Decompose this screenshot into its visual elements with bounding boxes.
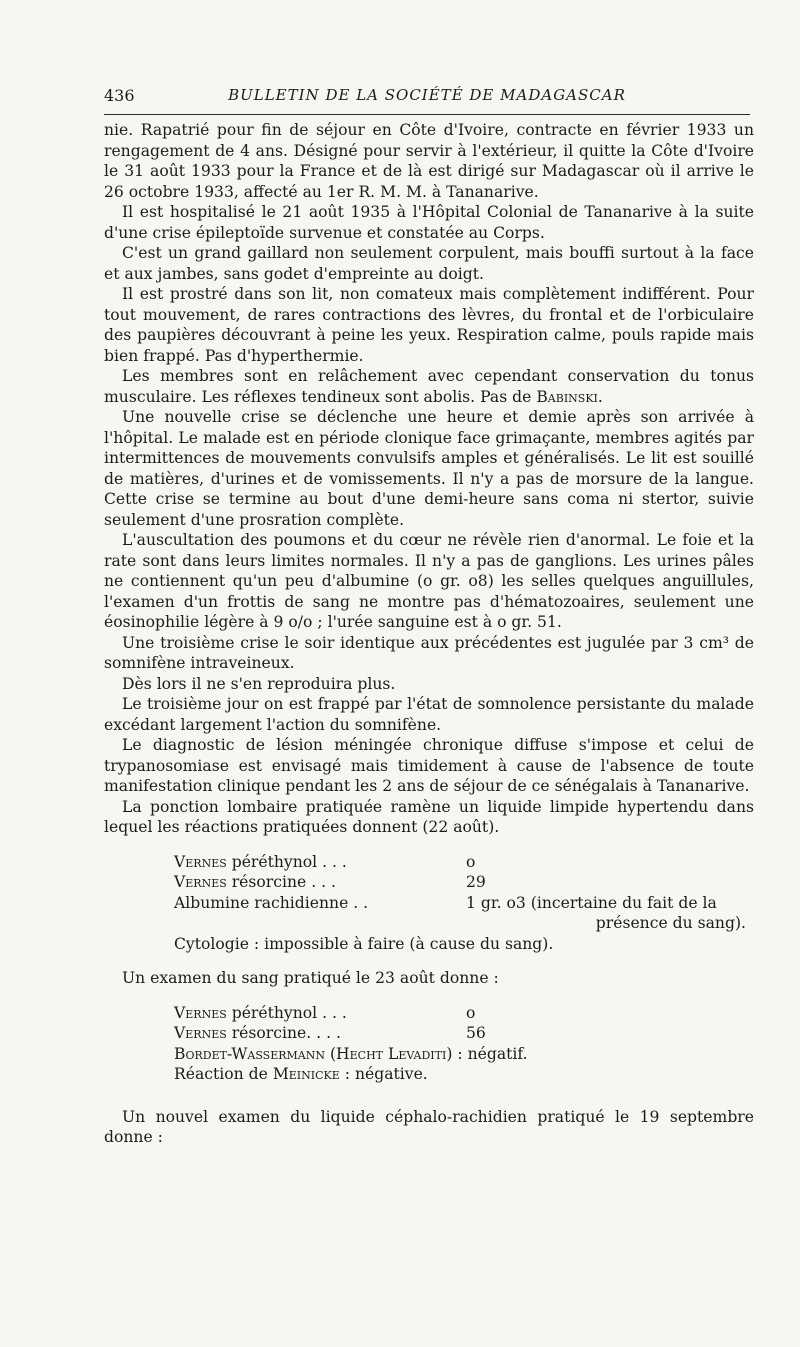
result-value: 1 gr. o3 (incertaine du fait de la (466, 893, 717, 912)
result-row (174, 872, 754, 893)
paragraph: Une nouvelle crise se déclenche une heure et demie après son arrivée à l'hôpital. Le malade est en période clonique face grimaçante, membres agités par intermittences de mouvements convulsifs amples et généralisés. Le lit est souillé de matières, d'urines et de vomissements. Il n'y a pas de morsure de la langue. Cette crise se termine au bout d'une demi-heure sans coma ni stertor, suivie seulement d'une prosration complète. (104, 408, 754, 529)
paragraph (104, 366, 754, 407)
result-row (174, 1003, 754, 1024)
result-row (174, 852, 754, 873)
page-header (104, 86, 750, 110)
result-value: 56 (466, 1024, 486, 1042)
result-label: Vernes résorcine. . . . (174, 1024, 341, 1042)
header-rule (104, 114, 750, 115)
result-row (174, 893, 754, 914)
blood-results (174, 1003, 754, 1085)
paragraph: Une troisième crise le soir identique aux précédentes est jugulée par 3 cm³ de somnifène intraveineux. (104, 633, 754, 672)
lumbar-puncture-results (174, 852, 754, 955)
result-row (174, 1023, 754, 1044)
paragraph: Le diagnostic de lésion méningée chronique diffuse s'impose et celui de trypanosomiase est envisagé mais timidement à cause de l'absence de toute manifestation clinique pendant les 2 ans de séjour de ce sénégalais à Tananarive. (104, 736, 754, 795)
result-label: Albumine rachidienne . . (174, 893, 369, 912)
paragraph: Un nouvel examen du liquide céphalo-rachidien pratiqué le 19 septembre donne : (104, 1107, 754, 1146)
page-number: 436 (104, 86, 135, 105)
meinicke-line: Réaction de Meinicke : négative. (174, 1065, 428, 1083)
body-text (104, 120, 754, 1148)
cytology-line: Cytologie : impossible à faire (à cause du sang). (174, 934, 554, 953)
result-value-continued: présence du sang). (595, 914, 746, 932)
result-label: Vernes péréthynol . . . (174, 1003, 347, 1022)
paragraph-text: Les membres sont en relâchement avec cependant conservation du tonus musculaire. Les réflexes tendineux sont abolis. Pas de (104, 367, 754, 406)
paragraph: nie. Rapatrié pour fin de séjour en Côte d'Ivoire, contracte en février 1933 un rengagement de 4 ans. Désigné pour servir à l'extérieur, il quitte la Côte d'Ivoire le 31 août 1933 pour la France et de là est dirigé sur Madagascar où il arrive le 26 octobre 1933, affecté au 1er R. M. M. à Tananarive. (104, 121, 754, 201)
paragraph: Un examen du sang pratiqué le 23 août donne : (122, 969, 499, 987)
result-value: o (466, 1003, 476, 1022)
result-label: Vernes résorcine . . . (174, 873, 336, 891)
paragraph: L'auscultation des poumons et du cœur ne révèle rien d'anormal. Le foie et la rate sont dans leurs limites normales. Il n'y a pas de ganglions. Les urines pâles ne contiennent qu'un peu d'albumine (o gr. o8) les selles quelques anguillules, l'examen d'un frottis de sang ne montre pas d'hématozoaires, seulement une éosinophilie légère à 9 o/o ; l'urée sanguine est à o gr. 51. (104, 531, 754, 631)
babinski-term: Babinski. (536, 387, 603, 406)
paragraph: C'est un grand gaillard non seulement corpulent, mais bouffi surtout à la face et aux jambes, sans godet d'empreinte au doigt. (104, 244, 754, 283)
paragraph: La ponction lombaire pratiquée ramène un liquide limpide hypertendu dans lequel les réactions pratiquées donnent (22 août). (104, 797, 754, 836)
paragraph: Dès lors il ne s'en reproduira plus. (122, 674, 396, 693)
result-label: Vernes péréthynol . . . (174, 852, 347, 871)
result-value: o (466, 852, 476, 871)
paragraph: Il est prostré dans son lit, non comateux mais complètement indifférent. Pour tout mouvement, de rares contractions des lèvres, du frontal et de l'orbiculaire des paupières découvrant à peine les yeux. Respiration calme, pouls rapide mais bien frappé. Pas d'hyperthermie. (104, 285, 754, 365)
bordet-wassermann-line: Bordet-Wassermann (Hecht Levaditi) : négatif. (174, 1044, 528, 1063)
running-title: BULLETIN DE LA SOCIÉTÉ DE MADAGASCAR (228, 86, 626, 104)
paragraph: Le troisième jour on est frappé par l'état de somnolence persistante du malade excédant largement l'action du somnifène. (104, 695, 754, 734)
paragraph: Il est hospitalisé le 21 août 1935 à l'Hôpital Colonial de Tananarive à la suite d'une crise épileptoïde survenue et constatée au Corps. (104, 203, 754, 242)
result-row-continued (174, 913, 754, 934)
result-value: 29 (466, 873, 486, 891)
